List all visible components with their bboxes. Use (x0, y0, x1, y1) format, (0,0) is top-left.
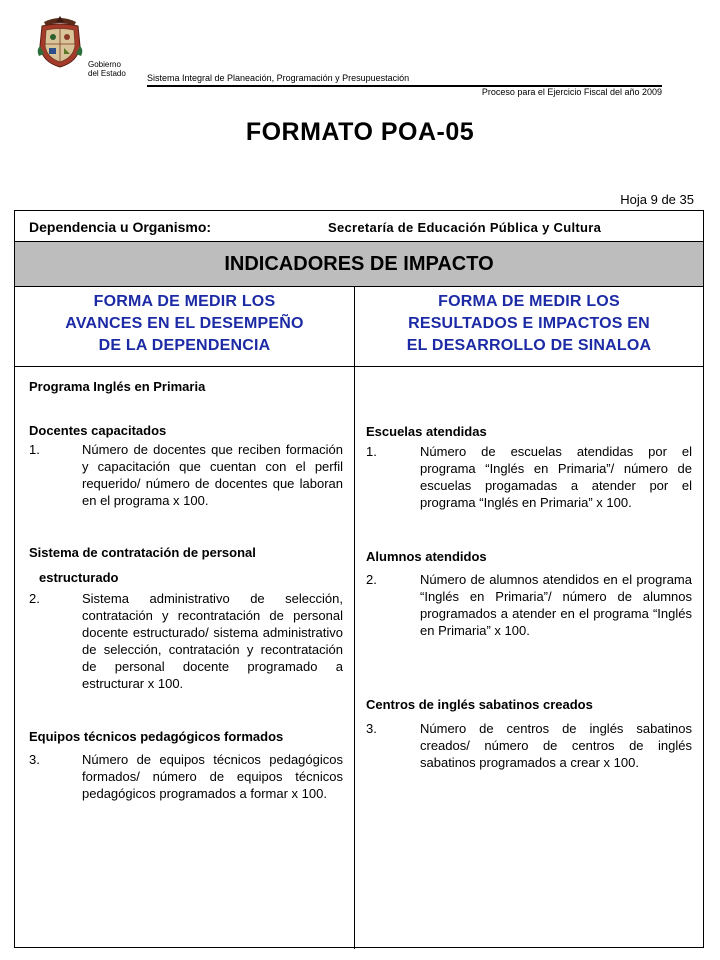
right-indicator-3-title: Centros de inglés sabatinos creados (366, 697, 593, 712)
document-header (0, 0, 720, 110)
left-indicator-2-number: 2. (29, 591, 40, 606)
page-number: Hoja 9 de 35 (620, 192, 694, 207)
right-indicator-1-title: Escuelas atendidas (366, 424, 487, 439)
right-indicator-1-number: 1. (366, 444, 377, 459)
government-label: Gobierno del Estado (88, 60, 126, 78)
right-indicator-2-title: Alumnos atendidos (366, 549, 487, 564)
left-indicator-1 (29, 441, 343, 531)
left-indicator-3-number: 3. (29, 752, 40, 767)
impact-indicators-table (14, 210, 704, 948)
left-indicator-2-formula: Sistema administrativo de selección, contratación y recontratación de personal docente estructurado/ sistema administrativo de selección, contratación y recontratación de personal docente programado a estructurar x 100. (82, 591, 343, 691)
right-indicator-1 (366, 443, 692, 515)
left-indicator-1-title: Docentes capacitados (29, 423, 167, 438)
section-title: INDICADORES DE IMPACTO (15, 242, 703, 287)
program-name: Programa Inglés en Primaria (29, 379, 206, 394)
right-indicator-2-number: 2. (366, 572, 377, 587)
left-indicator-1-number: 1. (29, 442, 40, 457)
right-indicator-3-number: 3. (366, 721, 377, 736)
left-indicator-3-title: Equipos técnicos pedagógicos formados (29, 729, 284, 744)
right-indicator-3-formula: Número de centros de inglés sabatinos creados/ número de centros de inglés sabatinos programados a crear x 100. (420, 721, 692, 770)
left-indicator-3-formula: Número de equipos técnicos pedagógicos formados/ número de equipos técnicos pedagógicos programados a formar x 100. (82, 752, 343, 801)
column-header-left: FORMA DE MEDIR LOS AVANCES EN EL DESEMPEÑO DE LA DEPENDENCIA (15, 287, 354, 367)
process-year: Proceso para el Ejercicio Fiscal del año 2009 (481, 87, 662, 97)
left-indicator-2-title-line1: Sistema de contratación de personal (29, 545, 256, 560)
column-header-right: FORMA DE MEDIR LOS RESULTADOS E IMPACTOS EN EL DESARROLLO DE SINALOA (355, 287, 703, 367)
right-indicator-2 (366, 571, 692, 643)
dependency-label: Dependencia u Organismo: (29, 219, 212, 235)
left-indicator-1-formula: Número de docentes que reciben formación y capacitación que cuentan con el perfil requerido/ número de docentes que laboran en el programa x 100. (82, 442, 343, 508)
left-indicator-2-title-line2: estructurado (39, 570, 119, 585)
left-indicator-2 (29, 590, 343, 726)
right-indicator-2-formula: Número de alumnos atendidos en el programa “Inglés en Primaria”/ número de alumnos programados a atender en el programa “Inglés en Primaria” x 100. (420, 572, 692, 638)
right-indicator-3 (366, 720, 692, 774)
state-seal-icon (36, 16, 84, 68)
page-title: FORMATO POA-05 (245, 118, 475, 146)
dependency-value: Secretaría de Educación Pública y Cultura (328, 220, 602, 235)
left-indicator-3 (29, 751, 343, 823)
column-divider (354, 287, 355, 949)
system-name: Sistema Integral de Planeación, Programación y Presupuestación (147, 73, 410, 83)
dependency-row (15, 211, 703, 242)
right-indicator-1-formula: Número de escuelas atendidas por el programa “Inglés en Primaria”/ número de escuelas progamadas a atender por el programa “Inglés en Primaria” x 100. (420, 444, 692, 510)
